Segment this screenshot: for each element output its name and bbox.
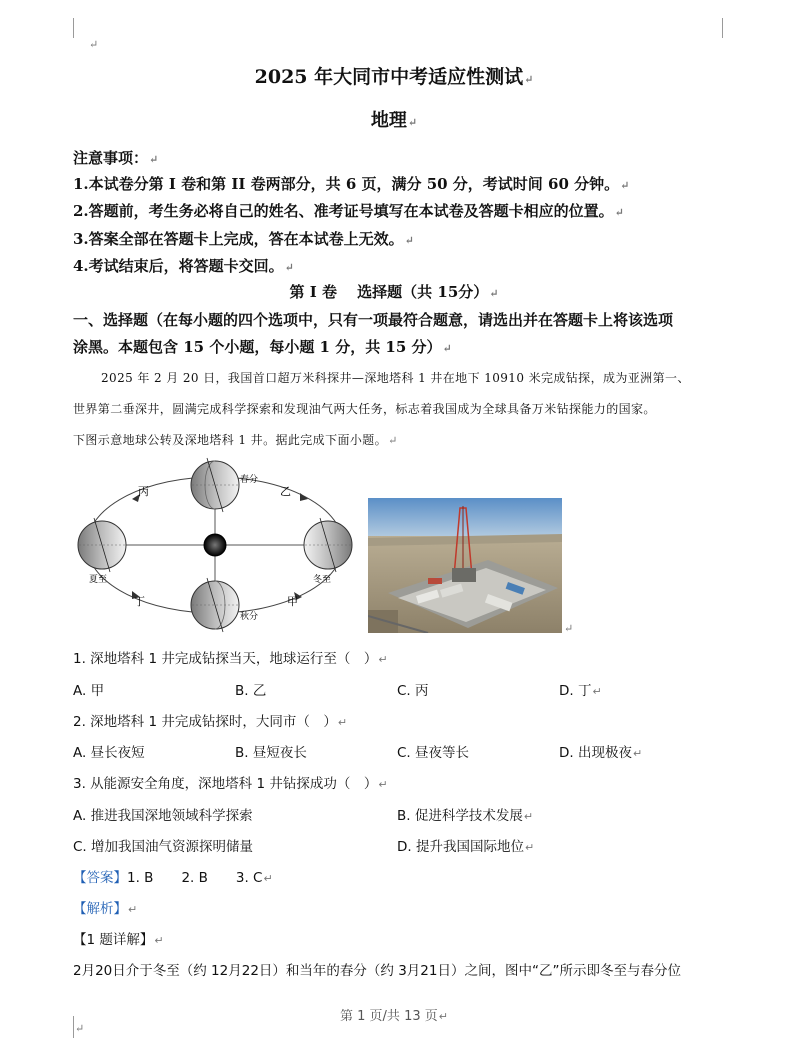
detail-text: 2月20日介于冬至（约 12月22日）和当年的春分（约 3月21日）之间，图中“乙”所示即冬至与春分位 <box>73 963 681 979</box>
passage-line: 2025 年 2 月 20 日，我国首口超万米科探井—深地塔科 1 井在地下 10910 米完成钻探，成为亚洲第一、 <box>101 371 690 385</box>
question-stem: 2. 深地塔科 1 井完成钻探时，大同市（ ）↵ <box>73 714 348 730</box>
answer-tag: 【答案】 <box>73 870 127 886</box>
notice-item: 2.答题前，考生务必将自己的姓名、准考证号填写在本试卷及答题卡相应的位置。↵ <box>73 202 624 220</box>
earth-spring-icon <box>191 458 239 512</box>
analysis-tag: 【解析】 <box>73 901 127 917</box>
question-stem: 1. 深地塔科 1 井完成钻探当天，地球运行至（ ）↵ <box>73 651 388 667</box>
passage-line: 世界第二垂深井，圆满完成科学探索和发现油气两大任务，标志着我国成为全球具备万米钻探能力的国家。 <box>73 402 656 416</box>
label-ding: 丁 <box>134 595 145 608</box>
notice-item: 3.答案全部在答题卡上完成，答在本试卷上无效。↵ <box>73 230 414 248</box>
corner-mark-top-left <box>73 18 74 38</box>
option-a: A. 甲 <box>73 683 105 699</box>
notice-item: 4.考试结束后，将答题卡交回。↵ <box>73 257 294 275</box>
label-winter: 冬至 <box>313 575 332 585</box>
exam-title: 2025 年大同市中考适应性测试↵ <box>254 66 534 88</box>
subject-title: 地理↵ <box>370 110 418 131</box>
sun-icon <box>204 534 226 556</box>
paragraph-mark: ↵ <box>89 38 99 51</box>
section-title: 第 I 卷 选择题（共 15分）↵ <box>289 283 499 301</box>
drilling-site-photo <box>368 498 562 633</box>
option-b: B. 乙 <box>235 683 267 699</box>
notice-item: 1.本试卷分第 I 卷和第 II 卷两部分，共 6 页，满分 50 分，考试时间 60 分钟。↵ <box>73 175 630 193</box>
label-bing: 丙 <box>138 485 149 498</box>
analysis-line: 【解析】↵ <box>73 901 138 917</box>
label-autumn: 秋分 <box>240 612 259 622</box>
option-a: A. 推进我国深地领域科学探索 <box>73 808 253 824</box>
detail-tag: 【1 题详解】↵ <box>73 932 164 948</box>
earth-winter-icon <box>304 518 352 572</box>
label-jia: 甲 <box>287 595 298 608</box>
section-instruction: 涂黑。本题包含 15 个小题，每小题 1 分，共 15 分）↵ <box>73 338 452 356</box>
paragraph-mark: ↵ <box>75 1022 85 1035</box>
section-instruction: 一、选择题（在每小题的四个选项中，只有一项最符合题意，请选出并在答题卡上将该选项 <box>73 311 674 329</box>
option-d: D. 提升我国国际地位↵ <box>397 839 535 855</box>
notice-heading: 注意事项：↵ <box>73 149 159 167</box>
question-stem: 3. 从能源安全角度，深地塔科 1 井钻探成功（ ）↵ <box>73 776 388 792</box>
label-yi: 乙 <box>280 485 291 498</box>
option-c: C. 增加我国油气资源探明储量 <box>73 839 254 855</box>
option-d: D. 出现极夜↵ <box>559 745 643 761</box>
paragraph-mark: ↵ <box>564 622 574 635</box>
corner-mark-top-right <box>722 18 723 38</box>
option-b: B. 促进科学技术发展↵ <box>397 808 534 824</box>
corner-mark-bottom-left <box>73 1016 74 1038</box>
label-summer: 夏至 <box>89 575 108 585</box>
label-spring: 春分 <box>240 475 259 485</box>
earth-revolution-diagram <box>72 455 362 635</box>
earth-autumn-icon <box>191 578 239 632</box>
passage-line: 下图示意地球公转及深地塔科 1 井。据此完成下面小题。↵ <box>73 433 398 447</box>
option-c: C. 丙 <box>397 683 429 699</box>
option-a: A. 昼长夜短 <box>73 745 145 761</box>
option-b: B. 昼短夜长 <box>235 745 307 761</box>
answer-line: 【答案】1. B 2. B 3. C↵ <box>73 870 273 886</box>
page-footer: 第 1 页/共 13 页↵ <box>340 1009 448 1024</box>
option-c: C. 昼夜等长 <box>397 745 470 761</box>
earth-summer-icon <box>78 518 126 572</box>
option-d: D. 丁↵ <box>559 683 602 699</box>
